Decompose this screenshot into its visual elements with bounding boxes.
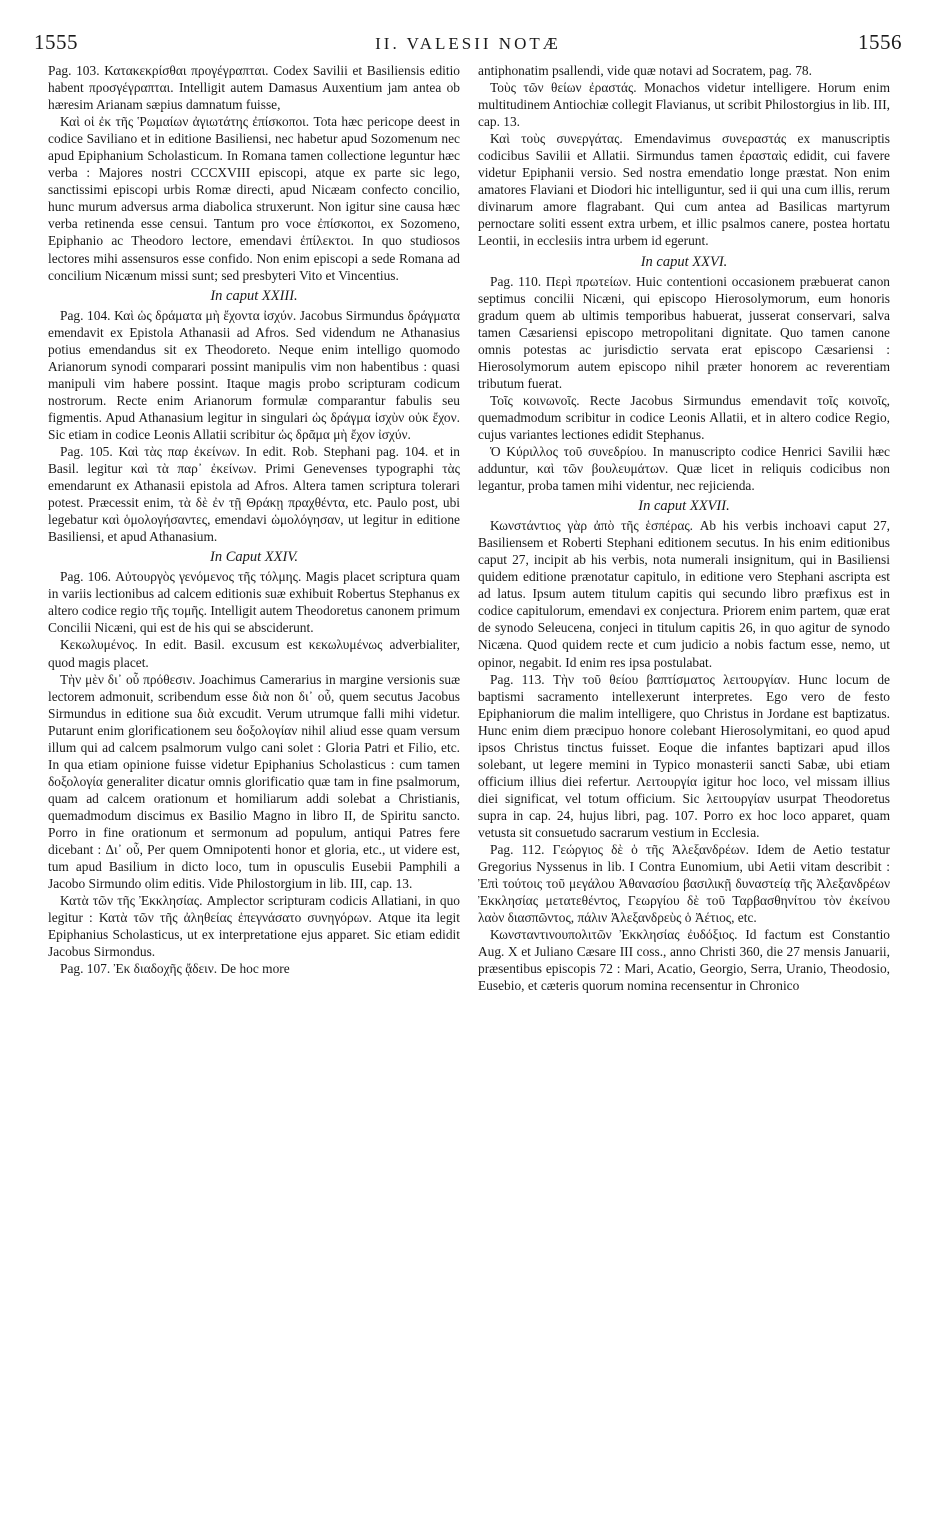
note-paragraph: Pag. 105. Καὶ τὰς παρ ἐκείνων. In edit. Rob. Stephani pag. 104. et in Basil. legitur καὶ τὰ παρ᾽ ἐκείνων. Primi Genevenses typographi τὰς emendarunt ex Athanasii epistola ad Afros. Altera tamen scriptura tolerari potest. Præcessit enim, τὰ δὲ ἐν τῇ Θράκῃ πραχθέντα, etc. Paulo post, ubi legebatur καὶ ὁμολογήσαντες, emendavi ὡμολόγησαν, ut legitur in editione Basiliensi, et apud Athanasium. <box>48 443 460 545</box>
note-paragraph: antiphonatim psallendi, vide quæ notavi ad Socratem, pag. 78. <box>478 63 812 78</box>
note-paragraph: Καὶ οἱ ἐκ τῆς Ῥωμαίων ἀγιωτάτης ἐπίσκοποι. Tota hæc pericope deest in codice Saviliano et in editione Basiliensi, nec habetur apud Sozomenum nec apud Epiphanium Scholasticum. In Romana tamen collectione leguntur hæc verba : Majores nostri CCCXVIII episcopi, atque ex parte sic lego, sanctissimi episcopi urbis Romæ directi, apud Nicæam confecto concilio, hunc murum adversus arma diabolica struxerunt. Non igitur sine causa hæc verba retinenda esse censui. Tantum pro voce ἐπίσκοποι, ex Sozomeno, Epiphanio ac Theodoro lectore, emendavi ἐπίλεκτοι. In quo studiosos lectores mihi assensuros esse confido. Non enim episcopi a sede Romana ad concilium Nicænum missi sunt; sed presbyteri Vito et Vincentius. <box>48 114 460 283</box>
section-heading: In caput XXVI. <box>640 253 728 270</box>
section-heading: In Caput XXIV. <box>210 549 298 566</box>
note-paragraph: Τὴν μὲν δι᾽ οὗ πρόθεσιν. Joachimus Camerarius in margine versionis suæ lectorem admonuit, scribendum esse διὰ non δι᾽ οὗ, quem secutus Jacobus Sirmundus in editione sua διὰ excudit. Verum utrumque falli mihi videtur. Putarunt enim glorificationem seu δοξολογίαν nihil aliud esse quam versum illum qui ad calcem psalmorum vulgo cani solet : Gloria Patri et Filio, etc. In qua etiam opinione fuisse videtur Epiphanius Scholasticus : cum tamen δοξολογία generaliter dicatur omnis glorificatio quæ tam in fine psalmorum, quam ad calcem orationum et homiliarum addi solebat a Christianis, quemadmodum discimus ex Basilio Magno in libro II, de Spiritu sancto. Porro in fine orationum et sermonum ad populum, antiqui Patres fere dicebant : Δι᾽ οὗ, Per quem Omnipotenti honor et gloria, etc., ut videre est, tum apud Basilium in dicto loco, tum in opusculis Eusebii Pamphili a Jacobo Sirmundo olim editis. Vide Philostorgium in lib. III, cap. 13. <box>48 671 460 892</box>
section-heading: In caput XXIII. <box>210 287 298 304</box>
left-page-number: 1555 <box>34 30 78 54</box>
note-paragraph: Κωνσταντινουπολιτῶν Ἐκκλησίας ἐυδόξιος. Id factum est Constantio Aug. X et Juliano Cæsare III coss., anno Christi 360, die 27 mensis Januarii, præsentibus episcopis 72 : Mari, Acatio, Georgio, Serra, Uranio, Theodosio, Eusebio, et cæteris quorum nomina recensentur in Chronico <box>478 927 890 994</box>
note-paragraph: Pag. 107. Ἐκ διαδοχῆς ᾄδειν. De hoc more <box>60 961 290 977</box>
left-column <box>48 62 460 1524</box>
note-paragraph: Pag. 103. Κατακεκρίσθαι προγέγραπται. Codex Savilii et Basiliensis editio habent προσγέγραπται. Intelligit autem Damasus Auxentium jam antea ob hæresim Arianam sæpius damnatum fuisse, <box>48 63 460 113</box>
running-title: II. VALESII NOTÆ <box>375 34 561 53</box>
note-paragraph: Κωνστάντιος γὰρ ἀπὸ τῆς ἑσπέρας. Ab his verbis inchoavi caput 27, Basiliensem et Roberti Stephani editionem secutus. In his enim editionibus caput 27, incipit ab his verbis, nota numerali insignitum, qui in Basiliensi quidem editione prænotatur capitulo, in editione vero Stephani ascripta est ad latus. Ipsum autem titulum capitis qui secundo libro præfixus est in codice capitulorum, emendavi ex conjectura. Priorem enim partem, quæ erat de synodo Seleucena, conjeci in titulum capitis 26, in quo agitur de synodo Nicæna. Quod quidem recte et cum judicio a nobis factum esse, nemo, ut opinor, negabit. Id enim res ipsa postulabat. <box>478 518 890 670</box>
note-paragraph: Τοῖς κοινωνοῖς. Recte Jacobus Sirmundus emendavit τοῖς κοινοῖς, quemadmodum scribitur in codice Leonis Allatii, et in altero codice Regio, cujus variantes lectiones edidit Stephanus. <box>478 392 890 442</box>
note-paragraph: Ὁ Κύριλλος τοῦ συνεδρίου. In manuscripto codice Henrici Savilii hæc adduntur, καὶ τῶν βουλευμάτων. Quæ licet in reliquis codicibus non legantur, proba tamen mihi videntur, nec rejicienda. <box>478 443 890 494</box>
note-paragraph: Pag. 104. Καὶ ὡς δράματα μὴ ἔχοντα ἰσχύν. Jacobus Sirmundus δράγματα emendavit ex Epistola Athanasii ad Afros. Sed videndum ne Athanasius potius emendandus sit ex Theodoreto. Neque enim intelligo quomodo Arianorum synodi comparari possint manipulis vim non habentibus : quasi manipuli vim habere possint. Itaque magis probo scripturam codicum nostrorum. Recte enim Arianorum formulæ comparantur fabulis seu figmentis. Apud Athanasium legitur in singulari ὡς δράγμα ἰσχὺν οὐκ ἔχον. Sic etiam in codice Leonis Allatii scribitur ὡς δρᾶμα μὴ ἔχον ἰσχύν. <box>48 307 460 442</box>
note-paragraph: Τοὺς τῶν θείων ἐραστάς. Monachos videtur intelligere. Horum enim multitudinem Antiochiæ collegit Flavianus, ut scribit Philostorgius in lib. III, cap. 13. <box>478 80 890 130</box>
running-header <box>34 30 902 64</box>
right-column <box>478 62 890 1524</box>
note-paragraph: Καὶ τοὺς συνεργάτας. Emendavimus συνεραστάς ex manuscriptis codicibus Savilii et Allatii. Sirmundus tamen ἐρασταὶς edidit, cui favere videtur Epiphanii versio. Sed nostra emendatio longe præstat. Non enim amatores Flaviani et Diodori hic intelliguntur, sed ii qui una cum illis, rerum divinarum amore flagrabant. Qui cum antea ad Basilicas martyrum pernoctare soliti essent extra urbem, et illic psalmos canere, postea hortatu Leontii, in ecclesiis intra urbem id egerunt. <box>478 131 890 249</box>
note-paragraph: Pag. 106. Αὐτουργὸς γενόμενος τῆς τόλμης. Magis placet scriptura quam in variis lectionibus ad calcem editionis suæ exhibuit Robertus Stephanus ex altero codice regio τῆς τομῆς. Intelligit autem Theodoretus canonem primum Concilii Nicæni, qui est de his qui se absciderunt. <box>48 569 460 636</box>
right-page-number: 1556 <box>857 30 902 54</box>
note-paragraph: Pag. 113. Τὴν τοῦ θείου βαπτίσματος λειτουργίαν. Hunc locum de baptismi sacramento intellexerunt interpretes. Ego vero de festo Epiphaniorum die malim intelligere, quo Christus in Jordane est baptizatus. Hunc enim diem præcipuo honore colebant Hierosolymitani, eo quod apud ipsos Christus tinctus fuisset. Eoque die infantes baptizari apud illos solebant, ut legere memini in Typico monasterii sancti Sabæ, ubi etiam officium illius diei refertur. Λειτουργία igitur hoc loco, vel missam illius diei significat, vel totum officium. Sic λειτουργίαν usurpat Theodoretus supra in cap. 24, hujus libri, pag. 107. Porro ex hoc loco apparet, quam vetusta sit consuetudo sacrarum vestium in Ecclesia. <box>478 671 890 840</box>
note-paragraph: Pag. 110. Περὶ πρωτείων. Huic contentioni occasionem præbuerat canon septimus concilii Nicæni, qui episcopo Hierosolymorum, eum honoris gradum quem ab ultimis temporibus habuerat, jusserat conservari, salva tamen Cæsariensi episcopo metropolitani dignitate. Quo tamen canone omnis potestas ac jurisdictio servata erat episcopo Cæsariensi : Hierosolymorum autem episcopo nihil præter honorem ac reverentiam tributum fuerat. <box>478 273 890 391</box>
section-heading: In caput XXVII. <box>638 498 730 515</box>
note-paragraph: Κεκωλυμένος. In edit. Basil. excusum est κεκωλυμένως adverbialiter, quod magis placet. <box>48 637 460 670</box>
note-paragraph: Pag. 112. Γεώργιος δὲ ὁ τῆς Ἀλεξανδρέων. Idem de Aetio testatur Gregorius Nyssenus in lib. I Contra Eunomium, ubi Aetii vitam describit : Ἐπὶ τούτοις τοῦ μεγάλου Ἀθανασίου βασιλικῇ δυναστείᾳ τῆς Ἀλεξανδρέων Ἐκκλησίας μετατεθέντος, Γεωργίου δὲ τοῦ Ταρβασθηνίτου τὸν ἐκείνου λαὸν διασπῶντος, πάλιν Ἀλεξανδρεὺς ὁ Ἀέτιος, etc. <box>478 842 890 926</box>
note-paragraph: Κατὰ τῶν τῆς Ἐκκλησίας. Amplector scripturam codicis Allatiani, in quo legitur : Κατὰ τῶν τῆς ἀληθείας ἐπεγνάσατο συνηγόρων. Atque ita legit Epiphanius Scholasticus, ut ex interpretatione ejus apparet. Sic etiam edidit Jacobus Sirmondus. <box>48 893 460 960</box>
